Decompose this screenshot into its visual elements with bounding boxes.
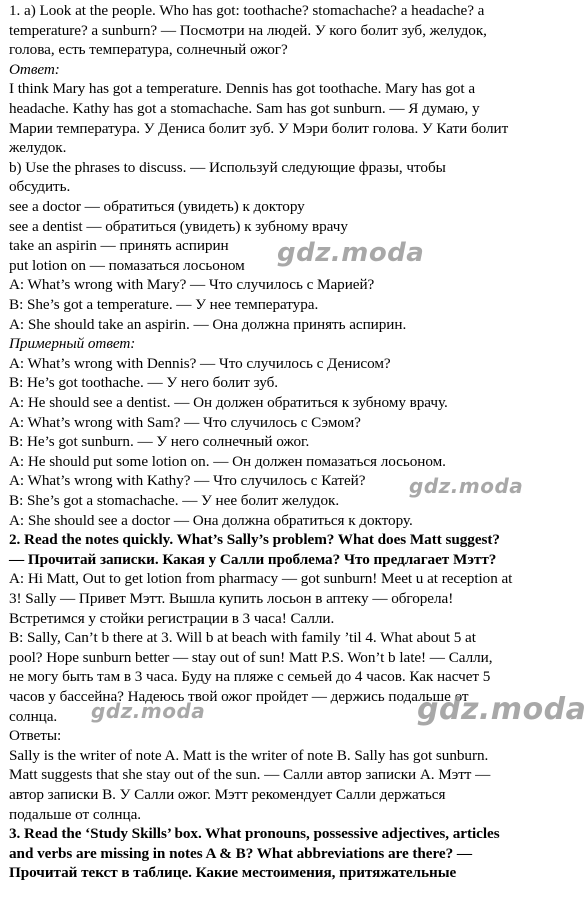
- text-line: не могу быть там в 3 часа. Буду на пляже с семьей до 4 часов. Как насчет 5: [9, 668, 491, 686]
- text-line: temperature? a sunburn? — Посмотри на людей. У кого болит зуб, желудок,: [9, 21, 487, 39]
- text-line: Matt suggests that she stay out of the sun. — Салли автор записки А. Мэтт —: [9, 766, 491, 784]
- text-line: Ответы:: [9, 727, 62, 745]
- text-line: Встретимся у стойки регистрации в 3 часа! Салли.: [9, 609, 335, 627]
- text-line: A: She should see a doctor — Она должна обратиться к доктору.: [9, 511, 413, 529]
- text-line: B: He’s got sunburn. — У него солнечный ожог.: [9, 433, 310, 451]
- text-line: Марии температура. У Дениса болит зуб. У Мэри болит голова. У Кати болит: [9, 119, 509, 137]
- text-line: обсудить.: [9, 178, 71, 196]
- watermark: gdz.moda: [277, 238, 425, 268]
- text-line: A: He should put some lotion on. — Он должен помазаться лосьоном.: [9, 452, 446, 470]
- text-line: B: Sally, Can’t b there at 3. Will b at beach with family ’til 4. What about 5 at: [9, 629, 476, 647]
- text-line: see a dentist — обратиться (увидеть) к зубному врачу: [9, 217, 348, 235]
- text-line: голова, есть температура, солнечный ожог?: [9, 41, 288, 59]
- text-line: A: What’s wrong with Kathy? — Что случилось с Катей?: [9, 472, 366, 490]
- text-line: take an aspirin — принять аспирин: [9, 237, 229, 255]
- text-line: 1. a) Look at the people. Who has got: toothache? stomachache? a headache? a: [9, 2, 485, 19]
- text-line: pool? Hope sunburn better — stay out of sun! Matt P.S. Won’t b late! — Салли,: [9, 648, 493, 666]
- text-line: and verbs are missing in notes A & B? What abbreviations are there? —: [9, 844, 473, 862]
- text-line: A: What’s wrong with Dennis? — Что случилось с Денисом?: [9, 354, 391, 372]
- text-line: A: He should see a dentist. — Он должен обратиться к зубному врачу.: [9, 394, 448, 411]
- text-line: Ответ:: [9, 60, 60, 78]
- text-line: солнца.: [9, 707, 58, 725]
- text-line: B: She’s got a temperature. — У нее температура.: [9, 296, 319, 313]
- text-line: Sally is the writer of note A. Matt is the writer of note B. Sally has got sunburn.: [9, 746, 489, 764]
- text-line: b) Use the phrases to discuss. — Используй следующие фразы, чтобы: [9, 158, 446, 176]
- text-line: Примерный ответ:: [9, 335, 136, 353]
- text-line: — Прочитай записки. Какая у Салли проблема? Что предлагает Мэтт?: [9, 550, 497, 568]
- watermark: gdz.moda: [91, 699, 206, 723]
- text-line: A: What’s wrong with Mary? — Что случилось с Марией?: [9, 276, 375, 294]
- text-line: A: She should take an aspirin. — Она должна принять аспирин.: [9, 315, 407, 333]
- text-line: подальше от солнца.: [9, 805, 142, 823]
- text-line: A: What’s wrong with Sam? — Что случилось с Сэмом?: [9, 413, 361, 431]
- text-line: 2. Read the notes quickly. What’s Sally’s problem? What does Matt suggest?: [9, 531, 500, 549]
- text-line: автор записки В. У Салли ожог. Мэтт рекомендует Салли держаться: [9, 786, 446, 803]
- watermark: gdz.moda: [417, 692, 587, 727]
- text-line: часов у бассейна? Надеюсь твой ожог пройдет — держись подальше от: [9, 688, 469, 705]
- text-line: B: He’s got toothache. — У него болит зуб.: [9, 374, 279, 392]
- text-line: headache. Kathy has got a stomachache. Sam has got sunburn. — Я думаю, у: [9, 100, 480, 117]
- text-line: see a doctor — обратиться (увидеть) к доктору: [9, 198, 305, 215]
- text-line: A: Hi Matt, Out to get lotion from pharmacy — got sunburn! Meet u at reception at: [9, 570, 513, 588]
- text-line: put lotion on — помазаться лосьоном: [9, 256, 245, 274]
- text-line: Прочитай текст в таблице. Какие местоимения, притяжательные: [9, 864, 457, 882]
- watermark: gdz.moda: [409, 474, 524, 498]
- text-line: 3! Sally — Привет Мэтт. Вышла купить лосьон в аптеку — обгорела!: [9, 590, 454, 607]
- text-line: желудок.: [9, 139, 67, 157]
- text-line: 3. Read the ‘Study Skills’ box. What pronouns, possessive adjectives, articles: [9, 825, 500, 843]
- text-line: B: She’s got a stomachache. — У нее болит желудок.: [9, 492, 340, 509]
- text-line: I think Mary has got a temperature. Dennis has got toothache. Mary has got a: [9, 80, 476, 98]
